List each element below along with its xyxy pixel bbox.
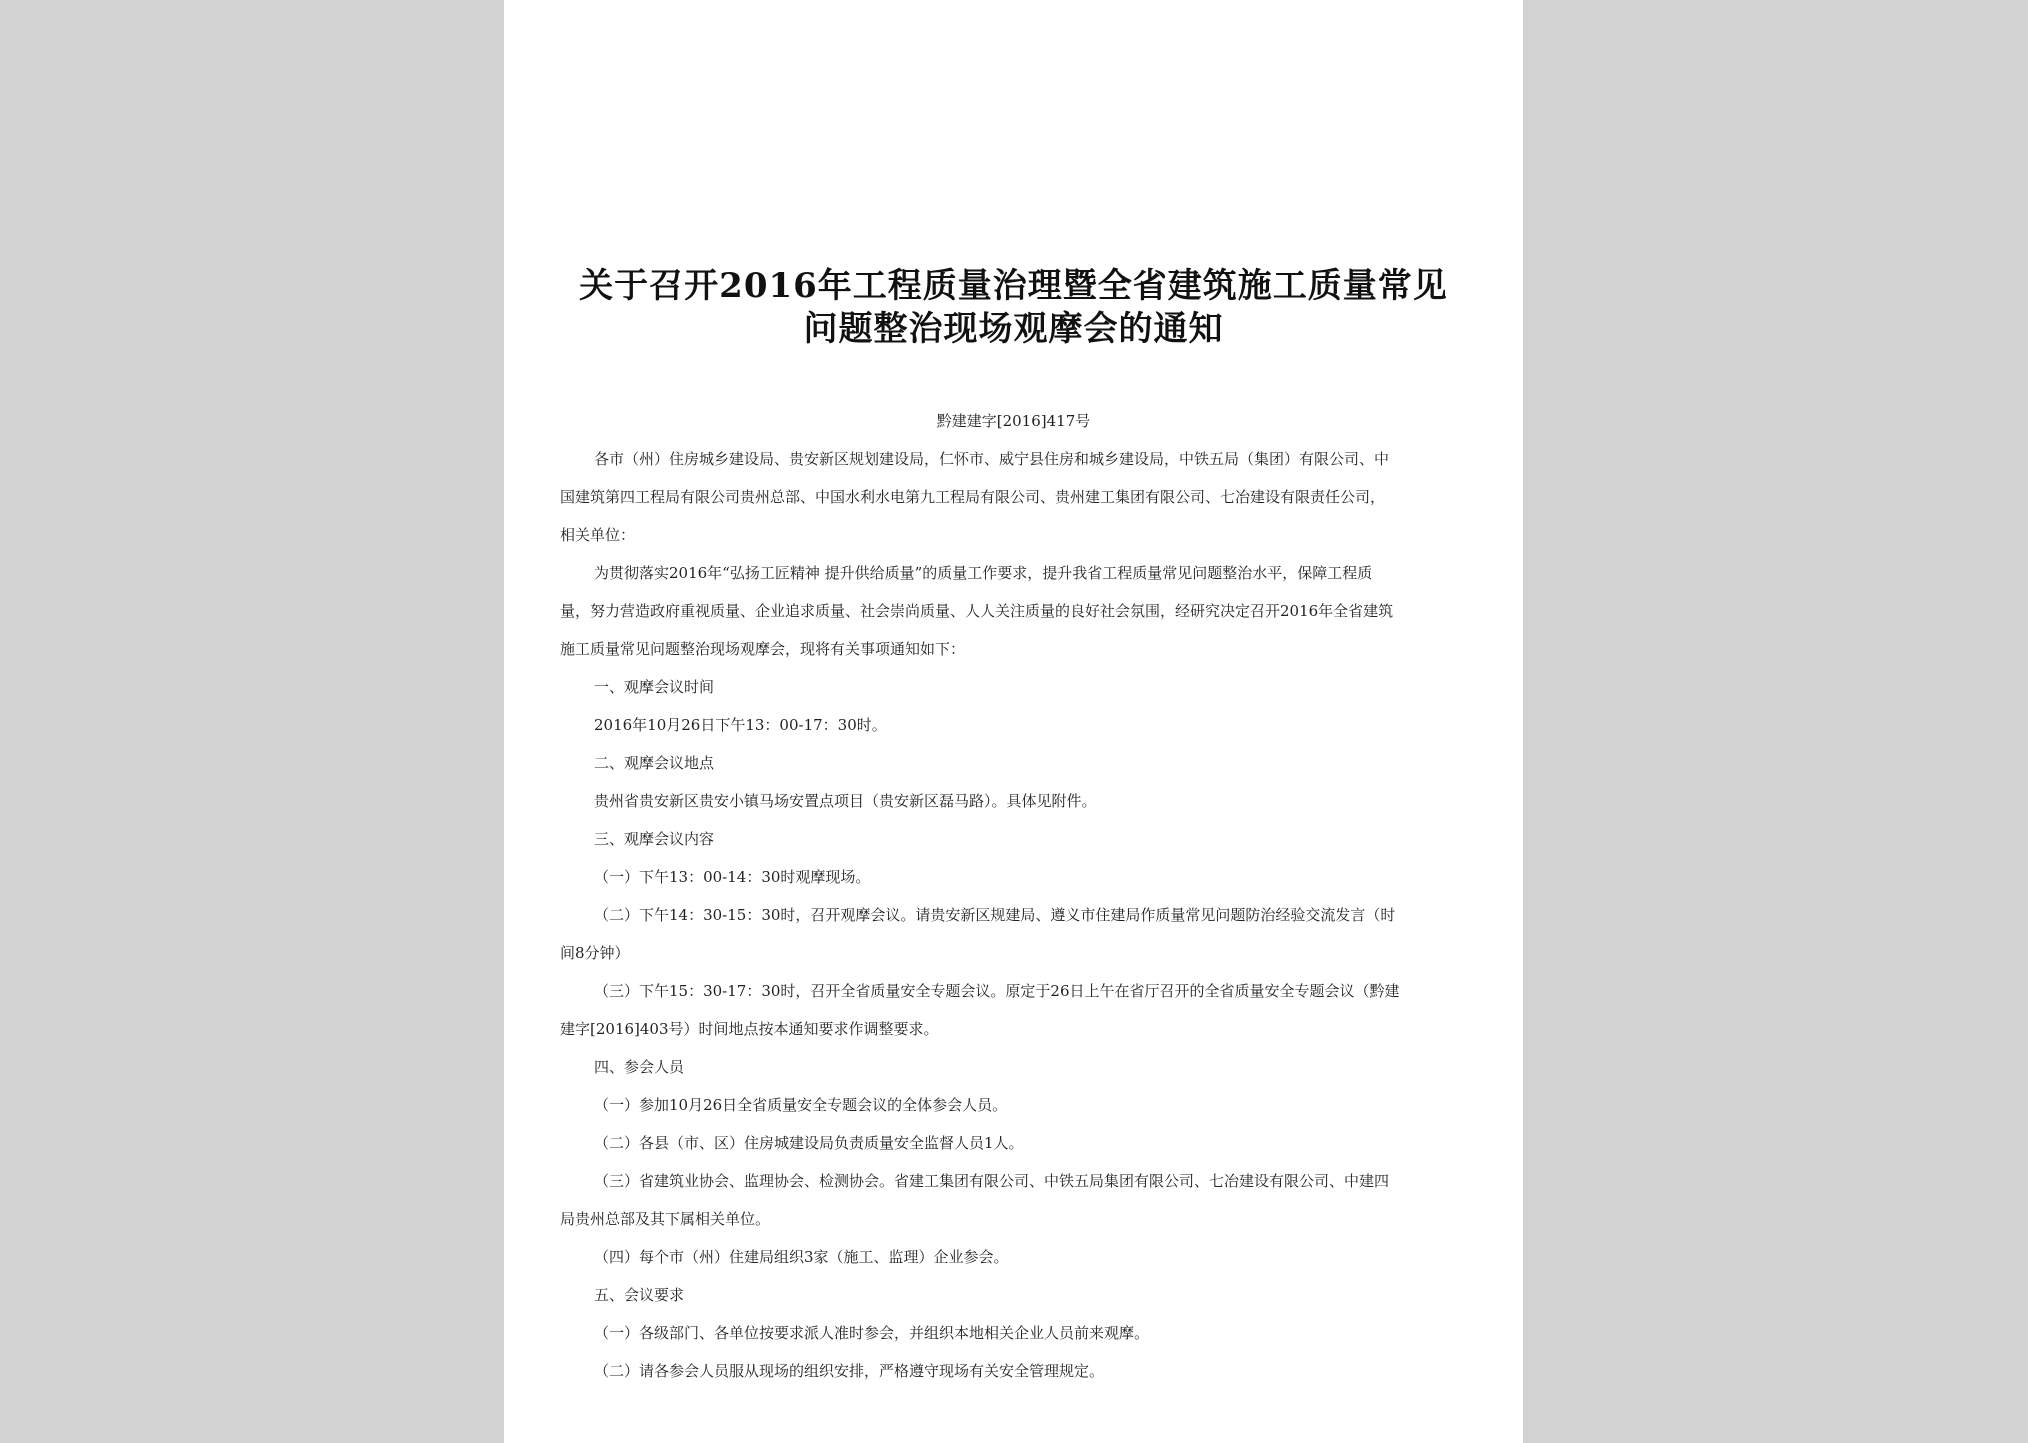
body-line: 国建筑第四工程局有限公司贵州总部、中国水利水电第九工程局有限公司、贵州建工集团有限公司、七冶建设有限责任公司， [560, 488, 1386, 506]
body-line: （三）省建筑业协会、监理协会、检测协会。省建工集团有限公司、中铁五局集团有限公司、七冶建设有限公司、中建四 [594, 1172, 1390, 1190]
body-line: 建字[2016]403号）时间地点按本通知要求作调整要求。 [560, 1020, 939, 1038]
document-title-line-2: 问题整治现场观摩会的通知 [803, 309, 1224, 349]
body-line: （一）各级部门、各单位按要求派人准时参会，并组织本地相关企业人员前来观摩。 [594, 1324, 1150, 1342]
body-line: （四）每个市（州）住建局组织3家（施工、监理）企业参会。 [594, 1248, 1009, 1266]
body-line: （二）各县（市、区）住房城建设局负责质量安全监督人员1人。 [594, 1134, 1024, 1152]
section-heading: 五、会议要求 [594, 1286, 685, 1304]
section-heading: 三、观摩会议内容 [594, 830, 715, 848]
body-line: 为贯彻落实2016年“弘扬工匠精神 提升供给质量”的质量工作要求，提升我省工程质量常见问题整治水平，保障工程质 [594, 564, 1373, 582]
body-line: 施工质量常见问题整治现场观摩会，现将有关事项通知如下： [560, 640, 966, 658]
body-line: 量，努力营造政府重视质量、企业追求质量、社会崇尚质量、人人关注质量的良好社会氛围，经研究决定召开2016年全省建筑 [560, 602, 1394, 620]
section-heading: 二、观摩会议地点 [594, 754, 715, 772]
document-page [504, 0, 1523, 1443]
body-line: 2016年10月26日下午13：00-17：30时。 [594, 716, 887, 734]
section-heading: 四、参会人员 [594, 1058, 685, 1076]
body-line: （三）下午15：30-17：30时，召开全省质量安全专题会议。原定于26日上午在省厅召开的全省质量安全专题会议（黔建 [594, 982, 1400, 1000]
document-title-line-1: 关于召开2016年工程质量治理暨全省建筑施工质量常见 [579, 266, 1448, 306]
section-heading: 一、观摩会议时间 [594, 678, 715, 696]
body-line: 贵州省贵安新区贵安小镇马场安置点项目（贵安新区磊马路）。具体见附件。 [594, 792, 1097, 810]
body-line: （二）请各参会人员服从现场的组织安排，严格遵守现场有关安全管理规定。 [594, 1362, 1105, 1380]
body-line: 相关单位： [560, 526, 636, 544]
body-line: （一）下午13：00-14：30时观摩现场。 [594, 868, 871, 886]
document-number: 黔建建字[2016]417号 [936, 412, 1091, 430]
body-line: 各市（州）住房城乡建设局、贵安新区规划建设局，仁怀市、威宁县住房和城乡建设局，中铁五局（集团）有限公司、中 [594, 450, 1390, 468]
body-line: 间8分钟） [560, 944, 630, 962]
body-line: 局贵州总部及其下属相关单位。 [560, 1210, 771, 1228]
body-line: （二）下午14：30-15：30时，召开观摩会议。请贵安新区规建局、遵义市住建局作质量常见问题防治经验交流发言（时 [594, 906, 1396, 924]
body-line: （一）参加10月26日全省质量安全专题会议的全体参会人员。 [594, 1096, 1008, 1114]
